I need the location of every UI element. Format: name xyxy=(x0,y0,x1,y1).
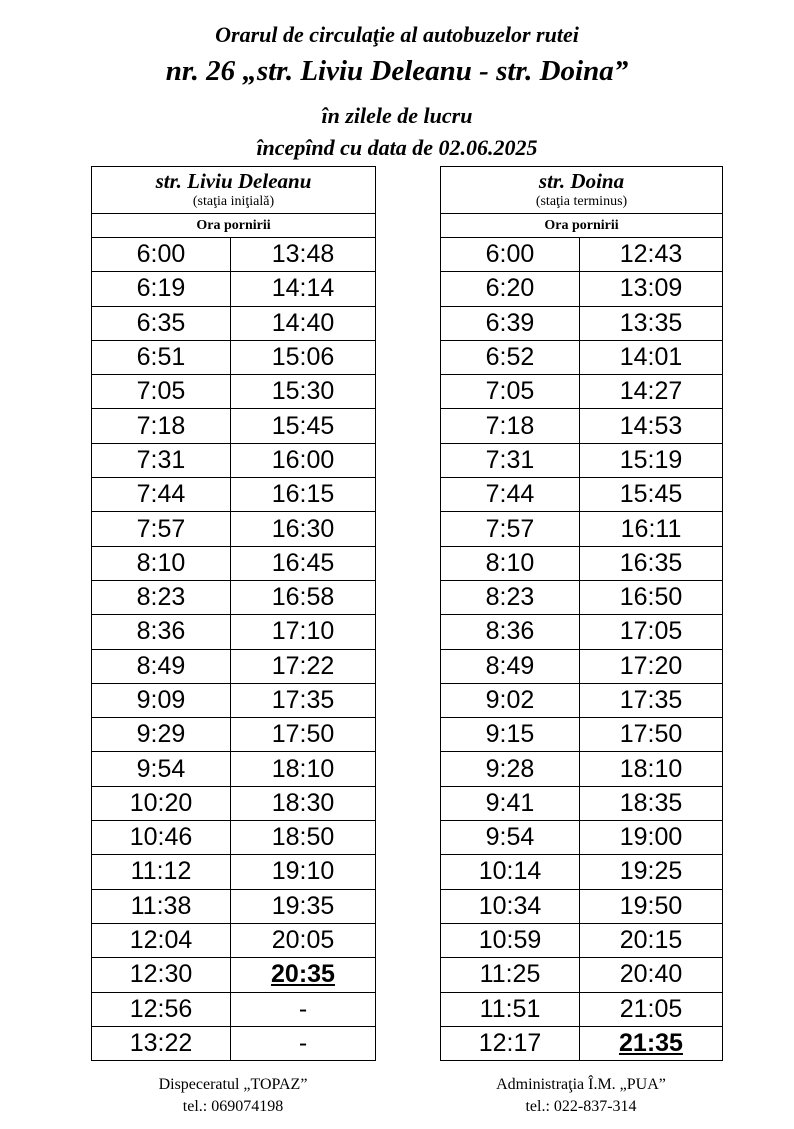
departure-time: 20:15 xyxy=(580,923,723,957)
departure-time: 8:23 xyxy=(441,580,580,614)
schedule-row xyxy=(92,306,376,340)
departure-time: 19:35 xyxy=(231,889,376,923)
departure-time: 15:06 xyxy=(231,340,376,374)
departure-time: 7:44 xyxy=(92,478,231,512)
schedule-row xyxy=(441,683,723,717)
departure-time: 19:50 xyxy=(580,889,723,923)
departure-time: 6:51 xyxy=(92,340,231,374)
departure-time: 12:04 xyxy=(92,923,231,957)
departure-time: 17:35 xyxy=(580,683,723,717)
dispatcher-name: Dispeceratul „TOPAZ” xyxy=(158,1076,308,1093)
last-departure-time: 21:35 xyxy=(580,1026,723,1060)
departure-time: 10:46 xyxy=(92,821,231,855)
departure-time: 10:34 xyxy=(441,889,580,923)
schedule-row xyxy=(92,238,376,272)
departure-time: 16:35 xyxy=(580,546,723,580)
schedule-row xyxy=(92,375,376,409)
schedule-row xyxy=(441,443,723,477)
stop-header xyxy=(92,167,376,214)
schedule-row xyxy=(441,238,723,272)
departure-time: 11:38 xyxy=(92,889,231,923)
departure-time: 8:23 xyxy=(92,580,231,614)
departure-time: 16:45 xyxy=(231,546,376,580)
schedule-row xyxy=(441,992,723,1026)
departure-time: 7:05 xyxy=(441,375,580,409)
departure-time: 17:10 xyxy=(231,615,376,649)
departure-time: 11:12 xyxy=(92,855,231,889)
schedule-row xyxy=(441,649,723,683)
schedule-row xyxy=(92,958,376,992)
route-title: nr. 26 „str. Liviu Deleanu - str. Doina” xyxy=(165,55,629,87)
schedule-row xyxy=(92,340,376,374)
timetable-doina xyxy=(440,166,723,1061)
schedule-row xyxy=(92,1026,376,1060)
departure-time: 6:00 xyxy=(92,238,231,272)
schedule-row xyxy=(92,718,376,752)
departure-time: 14:01 xyxy=(580,340,723,374)
departure-time: 10:59 xyxy=(441,923,580,957)
departure-time: 7:18 xyxy=(92,409,231,443)
schedule-row xyxy=(441,340,723,374)
schedule-row xyxy=(92,409,376,443)
schedule-row xyxy=(441,1026,723,1060)
departure-time: - xyxy=(231,1026,376,1060)
departure-time: 14:27 xyxy=(580,375,723,409)
dispatcher-phone: tel.: 069074198 xyxy=(182,1098,284,1115)
schedule-row xyxy=(441,306,723,340)
departure-time: 14:14 xyxy=(231,272,376,306)
departure-time: 11:51 xyxy=(441,992,580,1026)
departure-time: 18:30 xyxy=(231,786,376,820)
departure-time: 12:17 xyxy=(441,1026,580,1060)
schedule-row xyxy=(441,409,723,443)
departure-time: 8:49 xyxy=(92,649,231,683)
schedule-row xyxy=(441,272,723,306)
departure-time: 18:10 xyxy=(231,752,376,786)
departure-time: 9:41 xyxy=(441,786,580,820)
schedule-row xyxy=(441,821,723,855)
administration-phone: tel.: 022-837-314 xyxy=(525,1098,637,1115)
schedule-row xyxy=(92,512,376,546)
departure-time: 6:19 xyxy=(92,272,231,306)
departure-time: 20:05 xyxy=(231,923,376,957)
departure-time: 6:00 xyxy=(441,238,580,272)
schedule-title: Orarul de circulaţie al autobuzelor rutei xyxy=(215,22,579,47)
schedule-row xyxy=(441,752,723,786)
departure-time: 9:09 xyxy=(92,683,231,717)
departure-time: 7:18 xyxy=(441,409,580,443)
departure-time: 8:10 xyxy=(92,546,231,580)
schedule-row xyxy=(92,752,376,786)
schedule-row xyxy=(92,649,376,683)
departure-time: 17:05 xyxy=(580,615,723,649)
schedule-row xyxy=(441,615,723,649)
departure-time: 17:22 xyxy=(231,649,376,683)
departure-time: 12:30 xyxy=(92,958,231,992)
departure-time: 14:53 xyxy=(580,409,723,443)
departure-time: 7:44 xyxy=(441,478,580,512)
departure-time: 15:45 xyxy=(580,478,723,512)
departure-time: 17:50 xyxy=(580,718,723,752)
stop-name: str. Doina xyxy=(538,169,625,193)
departure-time: 11:25 xyxy=(441,958,580,992)
schedule-row xyxy=(92,443,376,477)
departure-time: 9:54 xyxy=(441,821,580,855)
departure-time: 17:35 xyxy=(231,683,376,717)
schedule-row xyxy=(92,821,376,855)
departure-time: 9:28 xyxy=(441,752,580,786)
day-type: în zilele de lucru xyxy=(321,103,473,128)
departure-time-label: Ora pornirii xyxy=(92,214,376,238)
departure-time: 6:35 xyxy=(92,306,231,340)
departure-time: 16:15 xyxy=(231,478,376,512)
departure-time: 9:02 xyxy=(441,683,580,717)
schedule-row xyxy=(441,923,723,957)
departure-time: 7:31 xyxy=(441,443,580,477)
departure-time: 16:30 xyxy=(231,512,376,546)
departure-time: 16:00 xyxy=(231,443,376,477)
schedule-row xyxy=(441,580,723,614)
schedule-row xyxy=(92,855,376,889)
departure-time: 16:50 xyxy=(580,580,723,614)
departure-time: 6:52 xyxy=(441,340,580,374)
departure-time: 15:45 xyxy=(231,409,376,443)
schedule-row xyxy=(441,958,723,992)
departure-time: 13:35 xyxy=(580,306,723,340)
schedule-row xyxy=(441,718,723,752)
departure-time: 16:58 xyxy=(231,580,376,614)
departure-time: 10:20 xyxy=(92,786,231,820)
schedule-row xyxy=(441,786,723,820)
schedule-row xyxy=(92,580,376,614)
departure-time: 8:10 xyxy=(441,546,580,580)
departure-time: - xyxy=(231,992,376,1026)
departure-time: 18:35 xyxy=(580,786,723,820)
schedule-row xyxy=(441,512,723,546)
departure-time: 9:15 xyxy=(441,718,580,752)
departure-time: 9:54 xyxy=(92,752,231,786)
departure-time: 7:05 xyxy=(92,375,231,409)
departure-time: 7:57 xyxy=(92,512,231,546)
schedule-row xyxy=(92,889,376,923)
schedule-row xyxy=(441,546,723,580)
departure-time: 16:11 xyxy=(580,512,723,546)
departure-time: 9:29 xyxy=(92,718,231,752)
schedule-row xyxy=(92,923,376,957)
effective-date: începînd cu data de 02.06.2025 xyxy=(256,135,538,160)
departure-time: 18:50 xyxy=(231,821,376,855)
departure-time: 8:36 xyxy=(441,615,580,649)
departure-time: 7:31 xyxy=(92,443,231,477)
schedule-row xyxy=(441,855,723,889)
departure-time: 19:25 xyxy=(580,855,723,889)
departure-time: 10:14 xyxy=(441,855,580,889)
dispatcher-contact xyxy=(91,1074,375,1118)
departure-time: 13:22 xyxy=(92,1026,231,1060)
schedule-row xyxy=(92,272,376,306)
timetable-liviu-deleanu xyxy=(91,166,376,1061)
stop-type: (staţia iniţială) xyxy=(192,194,275,209)
schedule-row xyxy=(441,375,723,409)
departure-time: 7:57 xyxy=(441,512,580,546)
departure-time: 8:49 xyxy=(441,649,580,683)
departure-time: 17:50 xyxy=(231,718,376,752)
departure-time: 21:05 xyxy=(580,992,723,1026)
schedule-row xyxy=(92,478,376,512)
departure-time: 19:00 xyxy=(580,821,723,855)
departure-time: 19:10 xyxy=(231,855,376,889)
administration-name: Administraţia Î.M. „PUA” xyxy=(496,1076,666,1093)
stop-header xyxy=(441,167,723,214)
departure-time: 15:30 xyxy=(231,375,376,409)
departure-time: 12:56 xyxy=(92,992,231,1026)
departure-time: 15:19 xyxy=(580,443,723,477)
schedule-row xyxy=(441,478,723,512)
departure-time: 8:36 xyxy=(92,615,231,649)
departure-time: 18:10 xyxy=(580,752,723,786)
departure-time: 12:43 xyxy=(580,238,723,272)
departure-time: 13:48 xyxy=(231,238,376,272)
departure-time: 17:20 xyxy=(580,649,723,683)
departure-time: 6:20 xyxy=(441,272,580,306)
schedule-row xyxy=(92,683,376,717)
last-departure-time: 20:35 xyxy=(231,958,376,992)
schedule-row xyxy=(92,546,376,580)
schedule-row xyxy=(92,615,376,649)
schedule-row xyxy=(92,992,376,1026)
administration-contact xyxy=(440,1074,722,1118)
stop-name: str. Liviu Deleanu xyxy=(155,169,312,193)
schedule-row xyxy=(441,889,723,923)
departure-time: 20:40 xyxy=(580,958,723,992)
departure-time: 6:39 xyxy=(441,306,580,340)
departure-time-label: Ora pornirii xyxy=(441,214,723,238)
schedule-row xyxy=(92,786,376,820)
departure-time: 13:09 xyxy=(580,272,723,306)
departure-time: 14:40 xyxy=(231,306,376,340)
stop-type: (staţia terminus) xyxy=(535,194,628,209)
